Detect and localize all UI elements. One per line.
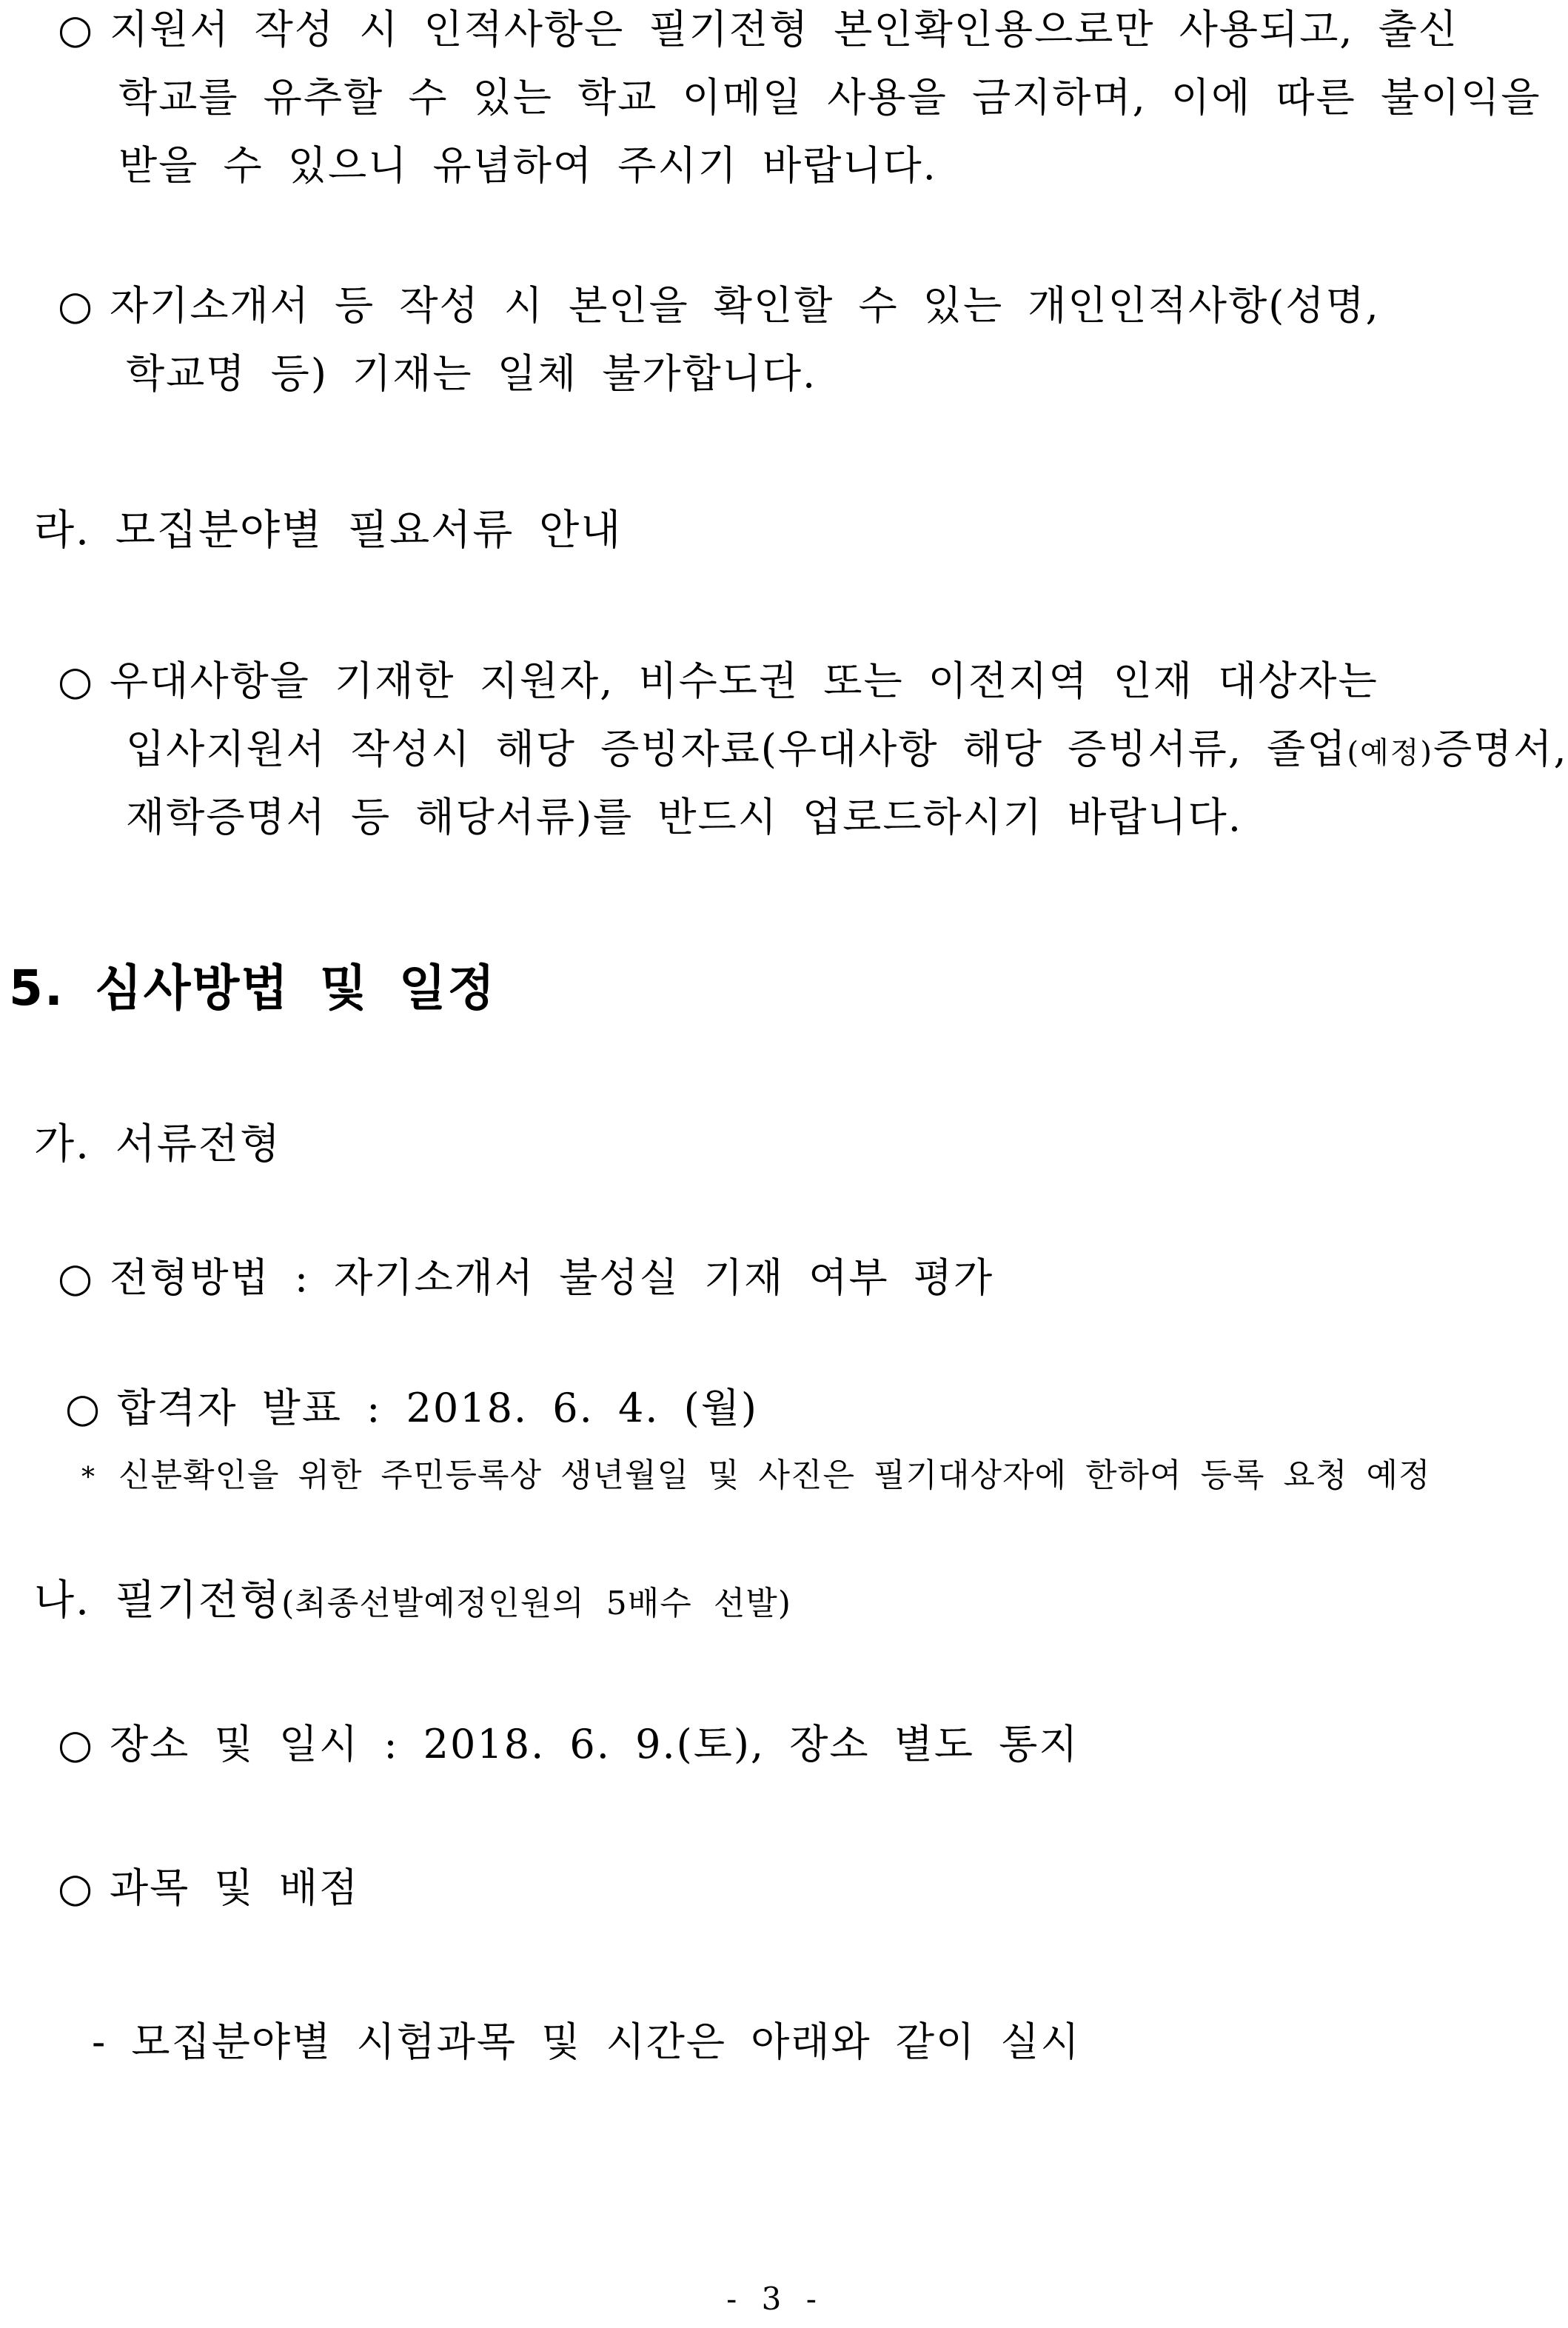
section-na-subtitle: (최종선발예정인원의 5배수 선발) <box>281 1585 791 1622</box>
bullet-text: 과목 및 배점 <box>110 1864 360 1911</box>
bullet-text-small: (예정) <box>1347 736 1433 770</box>
page-number: - 3 - <box>726 2281 824 2317</box>
bullet-text: 자기소개서 등 작성 시 본인을 확인할 수 있는 개인인적사항(성명, <box>110 282 1380 329</box>
bullet-text: 지원서 작성 시 인적사항은 필기전형 본인확인용으로만 사용되고, 출신 <box>110 6 1459 53</box>
dash-item: - 모집분야별 시험과목 및 시간은 아래와 같이 실시 <box>92 2018 1081 2065</box>
bullet-continuation: 재학증명서 등 해당서류)를 반드시 업로드하시기 바랍니다. <box>126 794 1242 840</box>
section-na-title: 나. 필기전형 <box>34 1576 282 1625</box>
bullet-text: 우대사항을 기재한 지원자, 비수도권 또는 이전지역 인재 대상자는 <box>110 658 1378 704</box>
bullet-text: 합격자 발표 : 2018. 6. 4. (월) <box>117 1385 758 1431</box>
section-na-heading <box>34 1571 791 1633</box>
section-ra-heading: 라. 모집분야별 필요서류 안내 <box>34 506 623 555</box>
bullet-item <box>58 652 1378 711</box>
bullet-continuation <box>126 720 1568 783</box>
bullet-marker: ○ <box>58 6 95 53</box>
bullet-continuation: 학교명 등) 기재는 일체 불가합니다. <box>126 350 817 397</box>
section5-title: 5. 심사방법 및 일정 <box>9 960 497 1017</box>
section-ga-heading: 가. 서류전형 <box>34 1120 282 1168</box>
bullet-marker: ○ <box>58 1864 95 1911</box>
bullet-item <box>58 0 1501 59</box>
bullet-item <box>58 1715 1079 1774</box>
bullet-marker: ○ <box>58 1721 95 1767</box>
bullet-item <box>58 1859 359 1918</box>
bullet-marker: ○ <box>58 1254 95 1301</box>
note-marker: * <box>81 1462 96 1493</box>
bullet-text: 증명서, <box>1433 726 1568 772</box>
bullet-item <box>65 1379 758 1438</box>
bullet-item <box>58 1248 994 1308</box>
bullet-marker: ○ <box>65 1385 102 1431</box>
bullet-text: 전형방법 : 자기소개서 불성실 기재 여부 평가 <box>110 1254 994 1301</box>
bullet-continuation: 받을 수 있으니 유념하여 주시기 바랍니다. <box>118 142 937 189</box>
bullet-marker: ○ <box>58 658 95 704</box>
bullet-continuation: 학교를 유추할 수 있는 학교 이메일 사용을 금지하며, 이에 따른 불이익을 <box>118 74 1541 121</box>
bullet-item <box>58 276 1380 335</box>
note-text: 신분확인을 위한 주민등록상 생년월일 및 사진은 필기대상자에 한하여 등록 요청 예정 <box>118 1456 1431 1494</box>
bullet-marker: ○ <box>58 282 95 329</box>
note-item <box>81 1446 1431 1508</box>
bullet-text: 입사지원서 작성시 해당 증빙자료(우대사항 해당 증빙서류, 졸업 <box>126 726 1347 772</box>
bullet-text: 장소 및 일시 : 2018. 6. 9.(토), 장소 별도 통지 <box>110 1721 1079 1767</box>
